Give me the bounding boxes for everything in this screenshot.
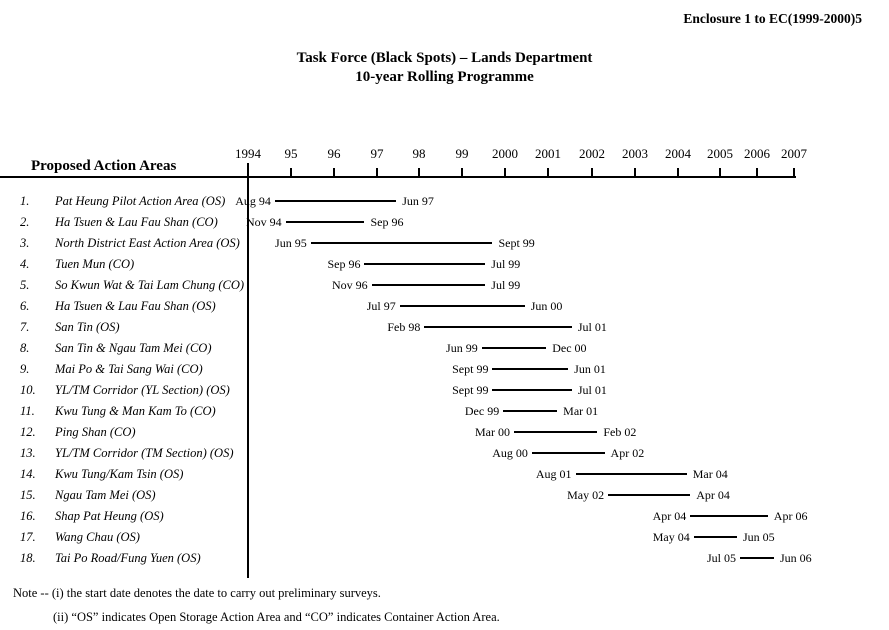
task-name: Ha Tsuen & Lau Fau Shan (OS) — [55, 299, 216, 313]
task-number: 17. — [20, 530, 36, 544]
axis-tick — [418, 168, 420, 176]
gantt-bar — [364, 263, 485, 265]
bar-end-label: Mar 01 — [563, 404, 599, 418]
task-number: 10. — [20, 383, 36, 397]
axis-tick — [591, 168, 593, 176]
bar-end-label: Apr 04 — [696, 488, 730, 502]
gantt-bar — [424, 326, 571, 328]
task-number: 14. — [20, 467, 36, 481]
task-number: 6. — [20, 299, 30, 313]
bar-start-label: Mar 00 — [474, 425, 510, 439]
task-number: 11. — [20, 404, 35, 418]
bar-end-label: Apr 06 — [773, 509, 808, 523]
year-label: 2006 — [744, 146, 770, 161]
bar-start-label: Jun 95 — [275, 236, 307, 250]
bar-start-label: Apr 04 — [652, 509, 687, 523]
task-name: Kwu Tung/Kam Tsin (OS) — [55, 467, 184, 481]
bar-end-label: Sept 99 — [498, 236, 535, 250]
year-label: 2001 — [535, 146, 561, 161]
gantt-bar — [514, 431, 597, 433]
year-label: 99 — [455, 146, 469, 161]
bar-end-label: Jul 01 — [577, 383, 607, 397]
task-number: 3. — [20, 236, 30, 250]
bar-end-label: Dec 00 — [552, 341, 587, 355]
axis-tick — [719, 168, 721, 176]
bar-start-label: Nov 94 — [245, 215, 282, 229]
task-number: 9. — [20, 362, 30, 376]
axis-tick — [504, 168, 506, 176]
year-label: 2002 — [579, 146, 605, 161]
bar-end-label: Feb 02 — [603, 425, 637, 439]
task-name: Wang Chau (OS) — [55, 530, 140, 544]
task-name: San Tin (OS) — [55, 320, 120, 334]
bar-end-label: Jun 97 — [402, 194, 434, 208]
axis-tick — [461, 168, 463, 176]
task-number: 1. — [20, 194, 30, 208]
gantt-bar — [690, 515, 768, 517]
axis-tick — [290, 168, 292, 176]
task-name: San Tin & Ngau Tam Mei (CO) — [55, 341, 212, 355]
task-number: 15. — [20, 488, 36, 502]
bar-start-label: Aug 00 — [492, 446, 528, 460]
task-name: Ha Tsuen & Lau Fau Shan (CO) — [55, 215, 218, 229]
bar-end-label: Sep 96 — [370, 215, 404, 229]
gantt-bar — [532, 452, 605, 454]
gantt-bar — [503, 410, 557, 412]
axis-tick — [793, 168, 795, 176]
gantt-bar — [286, 221, 365, 223]
task-name: Kwu Tung & Man Kam To (CO) — [55, 404, 216, 418]
task-number: 16. — [20, 509, 36, 523]
gantt-bar — [492, 368, 568, 370]
axis-tick — [634, 168, 636, 176]
task-name: YL/TM Corridor (YL Section) (OS) — [55, 383, 230, 397]
task-number: 8. — [20, 341, 30, 355]
year-label: 96 — [327, 146, 341, 161]
bar-end-label: Jun 01 — [574, 362, 606, 376]
gantt-bar — [608, 494, 690, 496]
enclosure-reference: Enclosure 1 to EC(1999-2000)5 — [683, 11, 862, 26]
bar-start-label: Sep 96 — [327, 257, 361, 271]
bar-end-label: Apr 02 — [610, 446, 645, 460]
bar-start-label: Dec 99 — [464, 404, 500, 418]
gantt-bar — [482, 347, 547, 349]
task-name: Pat Heung Pilot Action Area (OS) — [55, 194, 226, 208]
task-number: 7. — [20, 320, 30, 334]
task-name: So Kwun Wat & Tai Lam Chung (CO) — [55, 278, 245, 292]
task-number: 13. — [20, 446, 36, 460]
gantt-bar — [576, 473, 687, 475]
task-name: Shap Pat Heung (OS) — [55, 509, 164, 523]
bar-end-label: Jun 00 — [530, 299, 563, 313]
bar-start-label: Jul 05 — [707, 551, 737, 565]
task-name: YL/TM Corridor (TM Section) (OS) — [55, 446, 234, 460]
axis-tick — [756, 168, 758, 176]
bar-end-label: Jul 01 — [577, 320, 607, 334]
axis-tick — [376, 168, 378, 176]
task-number: 2. — [20, 215, 30, 229]
task-number: 4. — [20, 257, 30, 271]
year-label: 98 — [412, 146, 426, 161]
bar-start-label: Feb 98 — [387, 320, 421, 334]
task-name: Tai Po Road/Fung Yuen (OS) — [55, 551, 201, 565]
bar-end-label: Jul 99 — [491, 278, 521, 292]
bar-start-label: Jul 97 — [366, 299, 396, 313]
year-label: 2007 — [781, 146, 807, 161]
year-label: 2003 — [622, 146, 648, 161]
note-line-1: Note -- (i) the start date denotes the date to carry out preliminary surveys. — [13, 586, 381, 600]
axis-tick — [547, 168, 549, 176]
task-name: Mai Po & Tai Sang Wai (CO) — [55, 362, 203, 376]
bar-start-label: Nov 96 — [331, 278, 368, 292]
timeline-axis — [0, 176, 796, 178]
task-name: Ping Shan (CO) — [55, 425, 136, 439]
task-number: 5. — [20, 278, 30, 292]
bar-end-label: Mar 04 — [692, 467, 728, 481]
gantt-bar — [311, 242, 493, 244]
task-name: Ngau Tam Mei (OS) — [55, 488, 156, 502]
gantt-bar — [740, 557, 774, 559]
gantt-bar — [694, 536, 737, 538]
bar-start-label: Sept 99 — [452, 383, 489, 397]
gantt-bar — [275, 200, 396, 202]
axis-tick — [333, 168, 335, 176]
task-number: 18. — [20, 551, 36, 565]
bar-start-label: Aug 01 — [535, 467, 572, 481]
task-number: 12. — [20, 425, 36, 439]
year-label: 2004 — [665, 146, 691, 161]
bar-start-label: May 02 — [567, 488, 605, 502]
bar-start-label: May 04 — [652, 530, 690, 544]
task-name: Tuen Mun (CO) — [55, 257, 135, 271]
note-line-2: (ii) “OS” indicates Open Storage Action Area and “CO” indicates Container Action Area. — [53, 610, 500, 624]
gantt-bar — [372, 284, 486, 286]
bar-end-label: Jul 99 — [491, 257, 521, 271]
axis-tick — [677, 168, 679, 176]
year-label: 2000 — [492, 146, 518, 161]
year-label: 1994 — [235, 146, 261, 161]
bar-start-label: Sept 99 — [452, 362, 489, 376]
year-label: 2005 — [707, 146, 733, 161]
bar-end-label: Jun 06 — [779, 551, 812, 565]
gantt-bar — [492, 389, 571, 391]
action-areas-header: Proposed Action Areas — [31, 158, 177, 174]
gantt-bar — [400, 305, 525, 307]
task-name: North District East Action Area (OS) — [55, 236, 240, 250]
bar-start-label: Aug 94 — [235, 194, 271, 208]
bar-end-label: Jun 05 — [742, 530, 775, 544]
page-subtitle: 10-year Rolling Programme — [355, 69, 534, 85]
bar-start-label: Jun 99 — [446, 341, 478, 355]
page-title: Task Force (Black Spots) – Lands Department — [296, 50, 593, 66]
year-label: 97 — [370, 146, 384, 161]
year-label: 95 — [284, 146, 298, 161]
